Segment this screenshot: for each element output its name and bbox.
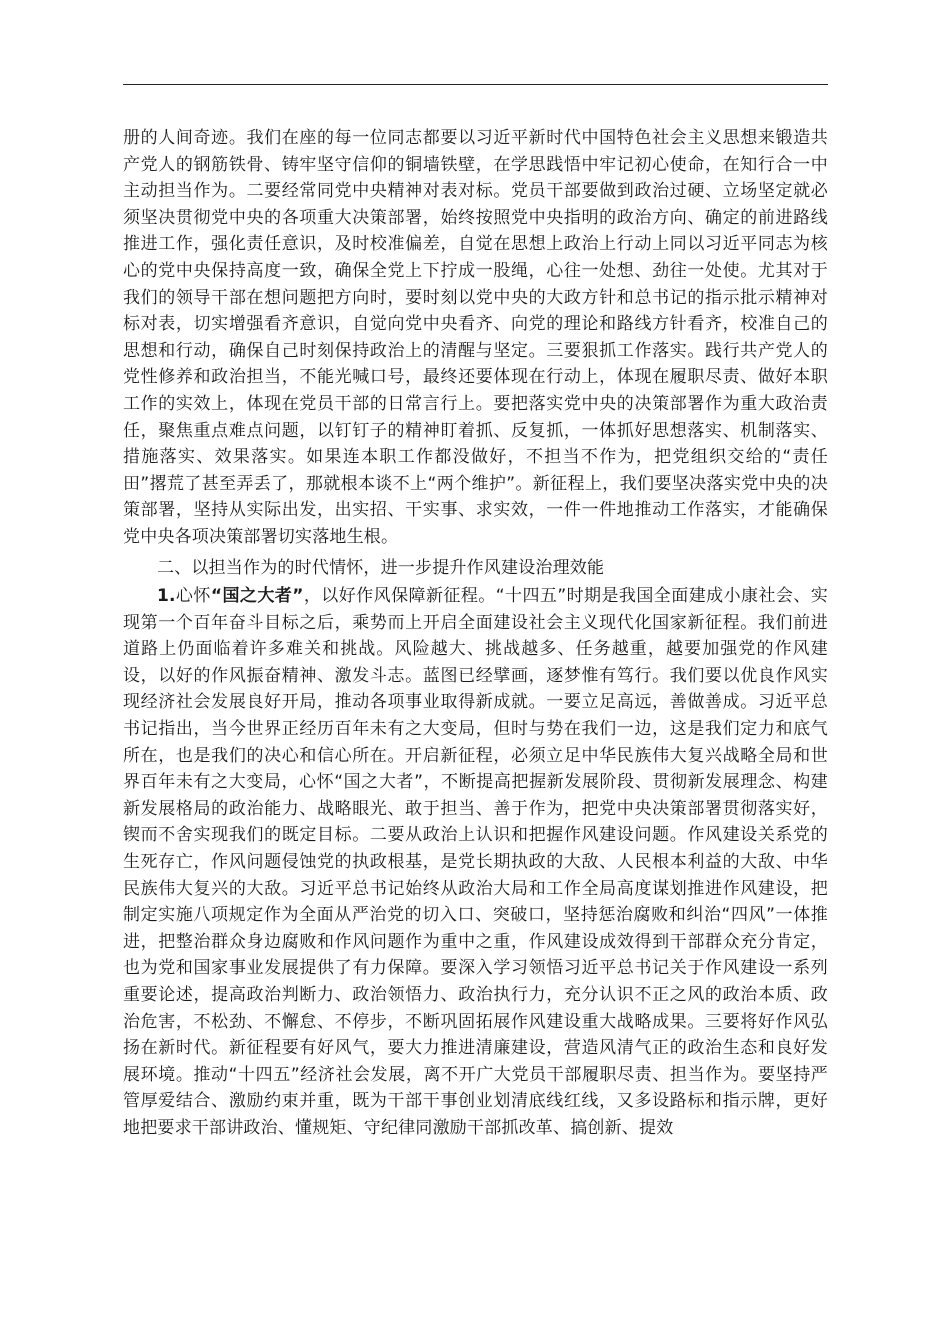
subsection-title-quote: “国之大者” [210,586,304,607]
paragraph-continued: 册的人间奇迹。我们在座的每一位同志都要以习近平新时代中国特色社会主义思想来锻造共产党人的钢筋铁骨、铸牢坚守信仰的铜墙铁壁，在学思践悟中牢记初心使命，在知行合一中主动担当作为。二要经常同党中央精神对表对标。党员干部要做到政治过硬、立场坚定就必须坚决贯彻党中央的各项重大决策部署，始终按照党中央指明的政治方向、确定的前进路线推进工作，强化责任意识，及时校准偏差，自觉在思想上政治上行动上同以习近平同志为核心的党中央保持高度一致，确保全党上下拧成一股绳，心往一处想、劲往一处使。尤其对于我们的领导干部在想问题把方向时，要时刻以党中央的大政方针和总书记的指示批示精神对标对表，切实增强看齐意识，自觉向党中央看齐、向党的理论和路线方针看齐，校准自己的思想和行动，确保自己时刻保持政治上的清醒与坚定。三要狠抓工作落实。践行共产党人的党性修养和政治担当，不能光喊口号，最终还要体现在行动上，体现在履职尽责、做好本职工作的实效上，体现在党员干部的日常言行上。要把落实党中央的决策部署作为重大政治责任，聚焦重点难点问题，以钉钉子的精神盯着抓、反复抓，一体抓好思想落实、机制落实、措施落实、效果落实。如果连本职工作都没做好，不担当不作为，把党组织交给的“责任田”撂荒了甚至弄丢了，那就根本谈不上“两个维护”。新征程上，我们要坚决落实党中央的决策部署，坚持从实际出发，出实招、干实事、求实效，一件一件地推动工作落实，才能确保党中央各项决策部署切实落地生根。 [123,128,828,547]
document-body [123,125,828,1142]
subsection-title-part2: ，以好作风保障新征程。 [303,586,496,607]
subsection-number: 1. [157,586,176,607]
section-heading: 二、以担当作为的时代情怀，进一步提升作风建设治理效能 [157,557,605,578]
subsection-body: “十四五”时期是我国全面建成小康社会、实现第一个百年奋斗目标之后，乘势而上开启全面建设社会主义现代化国家新征程。我们前进道路上仍面临着许多难关和挑战。风险越大、挑战越多、任务越重，越要加强党的作风建设，以好的作风振奋精神、激发斗志。蓝图已经擘画，逐梦惟有笃行。我们要以优良作风实现经济社会发展良好开局，推动各项事业取得新成就。一要立足高远，善做善成。习近平总书记指出，当今世界正经历百年未有之大变局，但时与势在我们一边，这是我们定力和底气所在，也是我们的决心和信心所在。开启新征程，必须立足中华民族伟大复兴战略全局和世界百年未有之大变局，心怀“国之大者”，不断提高把握新发展阶段、贯彻新发展理念、构建新发展格局的政治能力、战略眼光、敢于担当、善于作为，把党中央决策部署贯彻落实好，锲而不舍实现我们的既定目标。二要从政治上认识和把握作风建设问题。作风建设关系党的生死存亡，作风问题侵蚀党的执政根基，是党长期执政的大敌、人民根本利益的大敌、中华民族伟大复兴的大敌。习近平总书记始终从政治大局和工作全局高度谋划推进作风建设，把制定实施八项规定作为全面从严治党的切入口、突破口，坚持惩治腐败和纠治“四风”一体推进，把整治群众身边腐败和作风问题作为重中之重，作风建设成效得到干部群众充分肯定，也为党和国家事业发展提供了有力保障。要深入学习领悟习近平总书记关于作风建设一系列重要论述，提高政治判断力、政治领悟力、政治执行力，充分认识不正之风的政治本质、政治危害，不松劲、不懈怠、不停步，不断巩固拓展作风建设重大战略成果。三要将好作风弘扬在新时代。新征程要有好风气，要大力推进清廉建设，营造风清气正的政治生态和良好发展环境。推动“十四五”经济社会发展，离不开广大党员干部履职尽责、担当作为。要坚持严管厚爱结合、激励约束并重，既为干部干事创业划清底线红线，又多设路标和指示牌，更好地把要求干部讲政治、懂规矩、守纪律同激励干部抓改革、搞创新、提效 [123,586,829,1138]
header-rule [123,84,828,85]
subsection-title-part1: 心怀 [175,586,211,607]
subsection-paragraph [123,583,828,1141]
